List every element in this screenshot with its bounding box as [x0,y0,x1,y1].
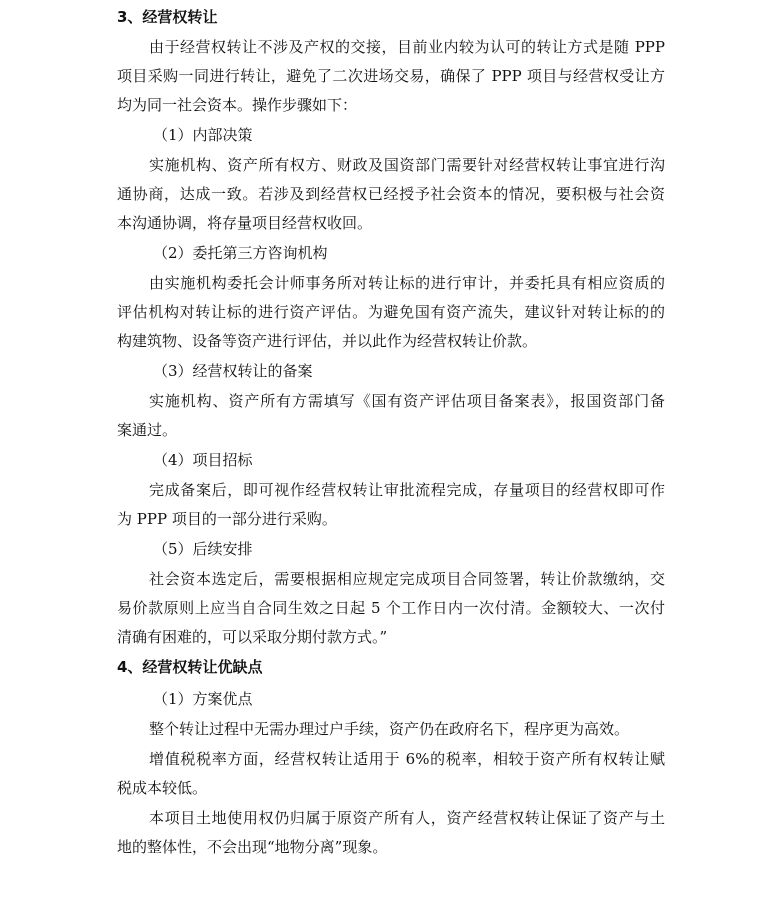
paragraph-line: 案通过。 [117,421,178,439]
paragraph-line: 本沟通协调，将存量项目经营权收回。 [117,214,373,232]
section-heading-3: 3、经营权转让 [117,8,218,26]
paragraph-line: 为 PPP 项目的一部分进行采购。 [117,510,337,528]
step-title-follow-up: （5）后续安排 [153,540,253,558]
step-title-tender: （4）项目招标 [153,451,253,469]
intro-line: 项目采购一同进行转让，避免了二次进场交易，确保了 PPP 项目与经营权受让方 [117,67,665,85]
paragraph-line: 增值税税率方面，经营权转让适用于 6%的税率，相较于资产所有权转让赋 [149,750,665,768]
paragraph-line: 实施机构、资产所有权方、财政及国资部门需要针对经营权转让事宜进行沟 [149,156,665,174]
section-heading-4: 4、经营权转让优缺点 [117,658,263,676]
paragraph-line: 构建筑物、设备等资产进行评估，并以此作为经营权转让价款。 [117,332,538,350]
paragraph-line: 由实施机构委托会计师事务所对转让标的进行审计，并委托具有相应资质的 [149,274,665,292]
paragraph-line: 整个转让过程中无需办理过户手续，资产仍在政府名下，程序更为高效。 [149,720,630,738]
paragraph-line: 完成备案后，即可视作经营权转让审批流程完成，存量项目的经营权即可作 [149,481,665,499]
step-title-internal-decision: （1）内部决策 [153,126,253,144]
step-title-advantages: （1）方案优点 [153,690,253,708]
paragraph-line: 易价款原则上应当自合同生效之日起 5 个工作日内一次付清。金额较大、一次付 [117,599,665,617]
intro-line: 均为同一社会资本。操作步骤如下： [117,96,358,114]
paragraph-line: 实施机构、资产所有方需填写《国有资产评估项目备案表》，报国资部门备 [149,392,665,410]
paragraph-line: 本项目土地使用权仍归属于原资产所有人，资产经营权转让保证了资产与土 [149,809,665,827]
intro-line: 由于经营权转让不涉及产权的交接，目前业内较为认可的转让方式是随 PPP [149,38,665,56]
paragraph-line: 通协商，达成一致。若涉及到经营权已经授予社会资本的情况，要积极与社会资 [117,185,665,203]
step-title-filing: （3）经营权转让的备案 [153,362,313,380]
paragraph-line: 清确有困难的，可以采取分期付款方式。” [117,628,388,646]
step-title-third-party: （2）委托第三方咨询机构 [153,244,328,262]
paragraph-line: 税成本较低。 [117,779,208,797]
paragraph-line: 评估机构对转让标的进行资产评估。为避免国有资产流失，建议针对转让标的的 [117,303,665,321]
paragraph-line: 地的整体性，不会出现“地物分离”现象。 [117,838,388,856]
paragraph-line: 社会资本选定后，需要根据相应规定完成项目合同签署，转让价款缴纳，交 [149,570,665,588]
